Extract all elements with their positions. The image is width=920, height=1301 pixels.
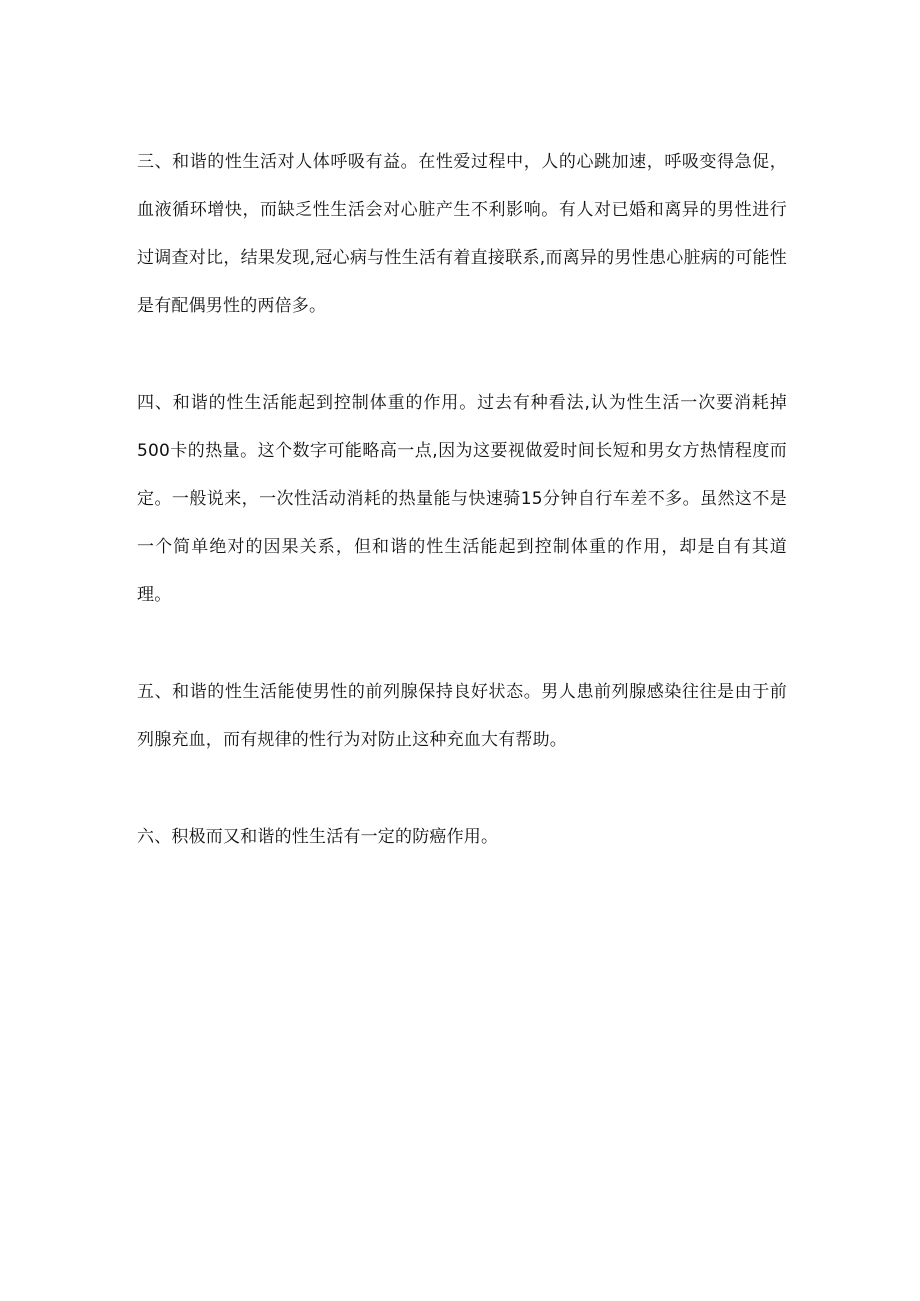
paragraph-spacer: [137, 619, 787, 668]
document-body: [137, 138, 787, 861]
paragraph-6-cancer-prevention: 六、积极而又和谐的性生活有一定的防癌作用。: [137, 827, 499, 847]
paragraph-spacer: [137, 764, 787, 813]
paragraph-5-prostate: 五、和谐的性生活能使男性的前列腺保持良好状态。男人患前列腺感染往往是由于前列腺充血，而有规律的性行为对防止这种充血大有帮助。: [137, 682, 787, 750]
paragraph-spacer: [137, 330, 787, 379]
paragraph-4-weight-control: 四、和谐的性生活能起到控制体重的作用。过去有种看法,认为性生活一次要消耗掉500卡的热量。这个数字可能略高一点,因为这要视做爱时间长短和男女方热情程度而定。一般说来，一次性活动消耗的热量能与快速骑15分钟自行车差不多。虽然这不是一个简单绝对的因果关系，但和谐的性生活能起到控制体重的作用，却是自有其道理。: [137, 393, 787, 605]
paragraph-3-respiration: 三、和谐的性生活对人体呼吸有益。在性爱过程中，人的心跳加速，呼吸变得急促，血液循环增快，而缺乏性生活会对心脏产生不利影响。有人对已婚和离异的男性进行过调查对比，结果发现,冠心病与性生活有着直接联系,而离异的男性患心脏病的可能性是有配偶男性的两倍多。: [137, 152, 787, 316]
